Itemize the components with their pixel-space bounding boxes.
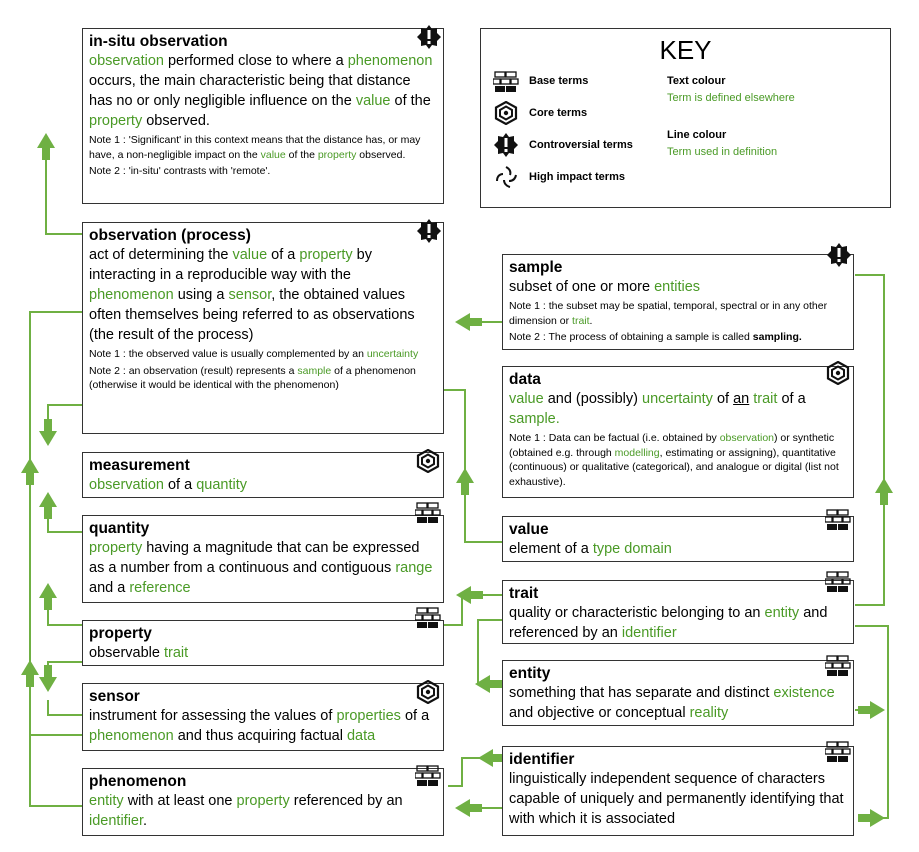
base-icon <box>825 741 851 763</box>
controversial-icon <box>827 243 851 267</box>
term-title: sample <box>509 259 563 276</box>
term-trait <box>502 580 854 644</box>
core-icon <box>416 449 440 473</box>
term-definition: entity with at least one property referenced by an identifier. <box>89 793 403 829</box>
base-icon <box>415 765 441 787</box>
key-line-colour: Line colour <box>667 129 727 141</box>
term-definition: something that has separate and distinct existence and objective or conceptual reality <box>509 685 835 721</box>
term-definition: linguistically independent sequence of characters capable of uniquely and permanently identifying that with which it is associated <box>509 771 844 827</box>
term-note-1: Note 1 : the observed value is usually complemented by an uncertainty <box>89 348 419 360</box>
term-entity <box>502 660 854 726</box>
term-title: observation (process) <box>89 227 251 244</box>
term-phenomenon <box>82 768 444 836</box>
term-note-2: Note 2 : The process of obtaining a sample is called sampling. <box>509 331 802 343</box>
term-title: measurement <box>89 457 190 474</box>
core-icon <box>826 361 850 385</box>
key-impact-label: High impact terms <box>529 171 625 183</box>
term-definition: subset of one or more entities <box>509 279 701 295</box>
base-terms-icon <box>493 71 519 93</box>
term-definition: observation of a quantity <box>89 477 248 493</box>
term-definition: observation performed close to where a phenomenon occurs, the main characteristic being that distance has no or only negligible influence on the value of the property observed. <box>89 53 433 129</box>
controversial-icon <box>417 219 441 243</box>
core-icon <box>416 680 440 704</box>
term-measurement <box>82 452 444 498</box>
term-note-1: Note 1 : Data can be factual (i.e. obtained by observation) or synthetic (obtained e.g. through modelling, estimating or assigning), quantitative (continuous) or qualitative (categorical), and analogue or digital (list not exhaustive). <box>509 432 839 488</box>
term-data <box>502 366 854 498</box>
term-definition: value and (possibly) uncertainty of an trait of a sample. <box>509 391 806 427</box>
term-note-2: Note 2 : 'in-situ' contrasts with 'remote'. <box>89 165 271 177</box>
term-definition: act of determining the value of a property by interacting in a reproducible way with the phenomenon using a sensor, the obtained values often themselves being referred to as observations (the result of the process) <box>89 247 415 343</box>
term-title: phenomenon <box>89 773 187 790</box>
base-icon <box>825 571 851 593</box>
term-value <box>502 516 854 562</box>
term-title: in-situ observation <box>89 33 228 50</box>
key-core-label: Core terms <box>529 107 588 119</box>
key-line-colour-desc: Term used in definition <box>667 146 778 158</box>
term-sample <box>502 254 854 350</box>
term-in-situ-observation <box>82 28 444 204</box>
key-controversial-label: Controversial terms <box>529 139 633 151</box>
term-title: data <box>509 371 541 388</box>
base-icon <box>825 509 851 531</box>
term-title: trait <box>509 585 539 602</box>
term-title: quantity <box>89 520 150 537</box>
term-title: value <box>509 521 549 538</box>
term-title: property <box>89 625 152 642</box>
key-title: KEY <box>659 35 712 65</box>
controversial-terms-icon <box>494 133 518 157</box>
base-icon <box>825 655 851 677</box>
base-icon <box>415 607 441 629</box>
term-definition: element of a type domain <box>509 541 672 557</box>
term-definition: quality or characteristic belonging to an entity and referenced by an identifier <box>509 605 828 641</box>
term-observation-process <box>82 222 444 434</box>
term-quantity <box>82 515 444 603</box>
term-title: sensor <box>89 688 140 705</box>
controversial-icon <box>417 25 441 49</box>
term-title: entity <box>509 665 551 682</box>
key-text-colour: Text colour <box>667 75 726 87</box>
high-impact-terms-icon <box>494 165 518 189</box>
term-identifier <box>502 746 854 836</box>
term-note-2: Note 2 : an observation (result) represents a sample of a phenomenon (otherwise it would be identical with the phenomenon) <box>89 364 416 391</box>
core-terms-icon <box>494 101 518 125</box>
term-note-1: Note 1 : the subset may be spatial, temporal, spectral or in any other dimension or trait. <box>509 300 828 327</box>
term-definition: property having a magnitude that can be expressed as a number from a continuous and contiguous range and a reference <box>89 540 433 596</box>
term-sensor <box>82 683 444 751</box>
term-definition: observable trait <box>89 645 189 661</box>
term-title: identifier <box>509 751 575 768</box>
term-definition: instrument for assessing the values of properties of a phenomenon and thus acquiring factual data <box>89 708 430 744</box>
term-property <box>82 620 444 666</box>
key-base-label: Base terms <box>529 75 589 87</box>
key-panel <box>480 28 891 208</box>
term-note-1: Note 1 : 'Significant' in this context means that the distance has, or may have, a non-negligible impact on the value of the property observed. <box>89 134 421 161</box>
base-icon <box>415 502 441 524</box>
key-text-colour-desc: Term is defined elsewhere <box>667 92 795 104</box>
